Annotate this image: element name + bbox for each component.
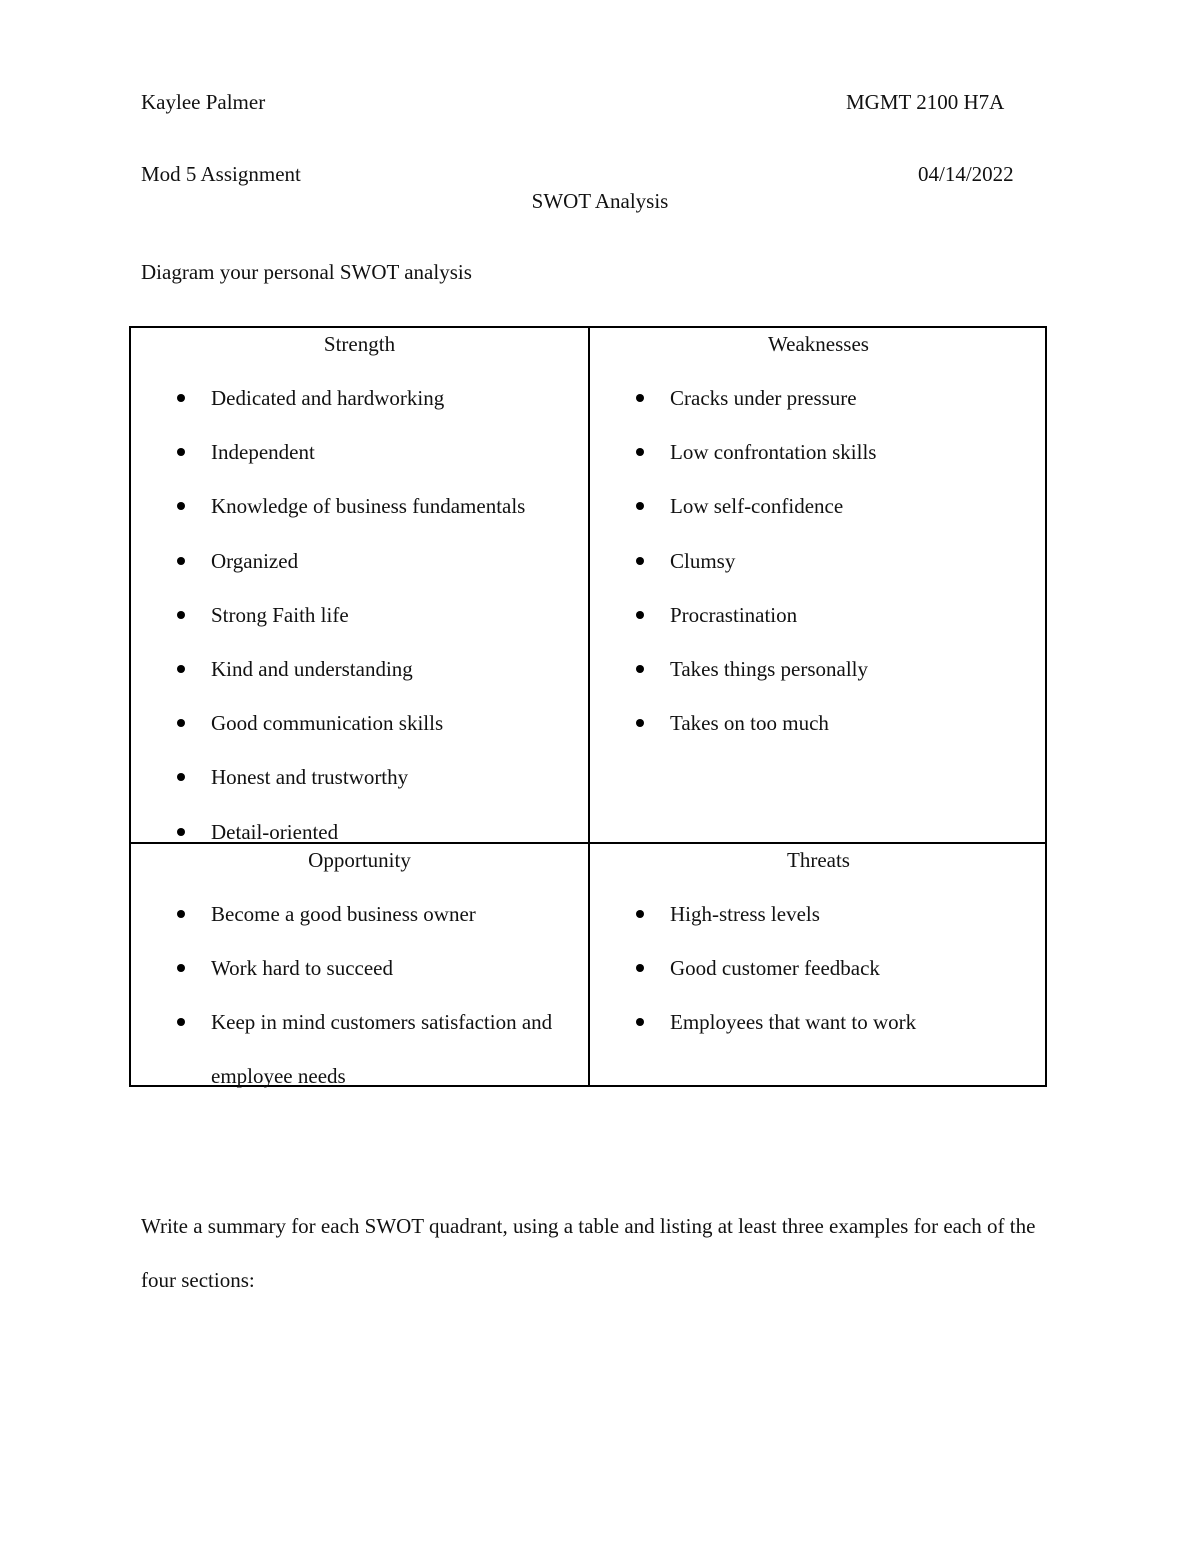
list-item: Independent	[131, 440, 588, 494]
strength-list	[131, 386, 588, 874]
bullet-icon	[177, 773, 185, 781]
weaknesses-list	[590, 386, 1047, 765]
list-item: Dedicated and hardworking	[131, 386, 588, 440]
list-item: Strong Faith life	[131, 603, 588, 657]
bullet-icon	[177, 502, 185, 510]
bullet-icon	[177, 1018, 185, 1026]
bullet-icon	[636, 1018, 644, 1026]
list-item: Good communication skills	[131, 711, 588, 765]
list-item: Takes on too much	[590, 711, 1047, 765]
bullet-icon	[177, 719, 185, 727]
list-item: Clumsy	[590, 549, 1047, 603]
weaknesses-heading: Weaknesses	[768, 332, 869, 356]
bullet-icon	[636, 964, 644, 972]
threats-quadrant	[590, 844, 1047, 1087]
list-item: Procrastination	[590, 603, 1047, 657]
bullet-icon	[636, 557, 644, 565]
summary-prompt: Write a summary for each SWOT quadrant, using a table and listing at least three examples for each of the four sections:	[141, 1214, 1036, 1292]
list-item: Low confrontation skills	[590, 440, 1047, 494]
bullet-icon	[177, 394, 185, 402]
bullet-icon	[177, 910, 185, 918]
student-name: Kaylee Palmer	[141, 90, 266, 114]
list-item: Keep in mind customers satisfaction and employee needs	[131, 995, 571, 1103]
bullet-icon	[636, 502, 644, 510]
bullet-icon	[636, 910, 644, 918]
bullet-icon	[177, 448, 185, 456]
list-item: Detail-oriented	[131, 820, 588, 874]
bullet-icon	[177, 665, 185, 673]
list-item: Organized	[131, 549, 588, 603]
list-item: Work hard to succeed	[131, 956, 588, 1010]
bullet-icon	[636, 719, 644, 727]
bullet-icon	[636, 665, 644, 673]
list-item: Employees that want to work	[590, 1010, 1047, 1064]
bullet-icon	[636, 611, 644, 619]
opportunity-heading: Opportunity	[308, 848, 411, 872]
list-item: Takes things personally	[590, 657, 1047, 711]
swot-table	[129, 326, 1047, 1087]
bullet-icon	[636, 394, 644, 402]
assignment-date: 04/14/2022	[918, 162, 1014, 186]
bullet-icon	[177, 611, 185, 619]
bullet-icon	[636, 448, 644, 456]
list-item: Good customer feedback	[590, 956, 1047, 1010]
diagram-prompt: Diagram your personal SWOT analysis	[141, 260, 472, 284]
opportunity-quadrant	[131, 844, 588, 1087]
list-item: Become a good business owner	[131, 902, 588, 956]
bullet-icon	[177, 557, 185, 565]
weaknesses-quadrant	[590, 328, 1047, 842]
assignment-name: Mod 5 Assignment	[141, 162, 301, 186]
threats-heading: Threats	[787, 848, 850, 872]
strength-heading: Strength	[323, 332, 396, 356]
bullet-icon	[177, 828, 185, 836]
list-item: High-stress levels	[590, 902, 1047, 956]
strength-quadrant	[131, 328, 588, 842]
list-item: Low self-confidence	[590, 494, 1047, 548]
threats-list	[590, 902, 1047, 1065]
list-item: Honest and trustworthy	[131, 765, 588, 819]
bullet-icon	[177, 964, 185, 972]
opportunity-list	[131, 902, 588, 1103]
document-title: SWOT Analysis	[531, 189, 669, 213]
list-item: Cracks under pressure	[590, 386, 1047, 440]
list-item: Kind and understanding	[131, 657, 588, 711]
list-item: Knowledge of business fundamentals	[131, 494, 588, 548]
course-code: MGMT 2100 H7A	[846, 90, 1005, 114]
